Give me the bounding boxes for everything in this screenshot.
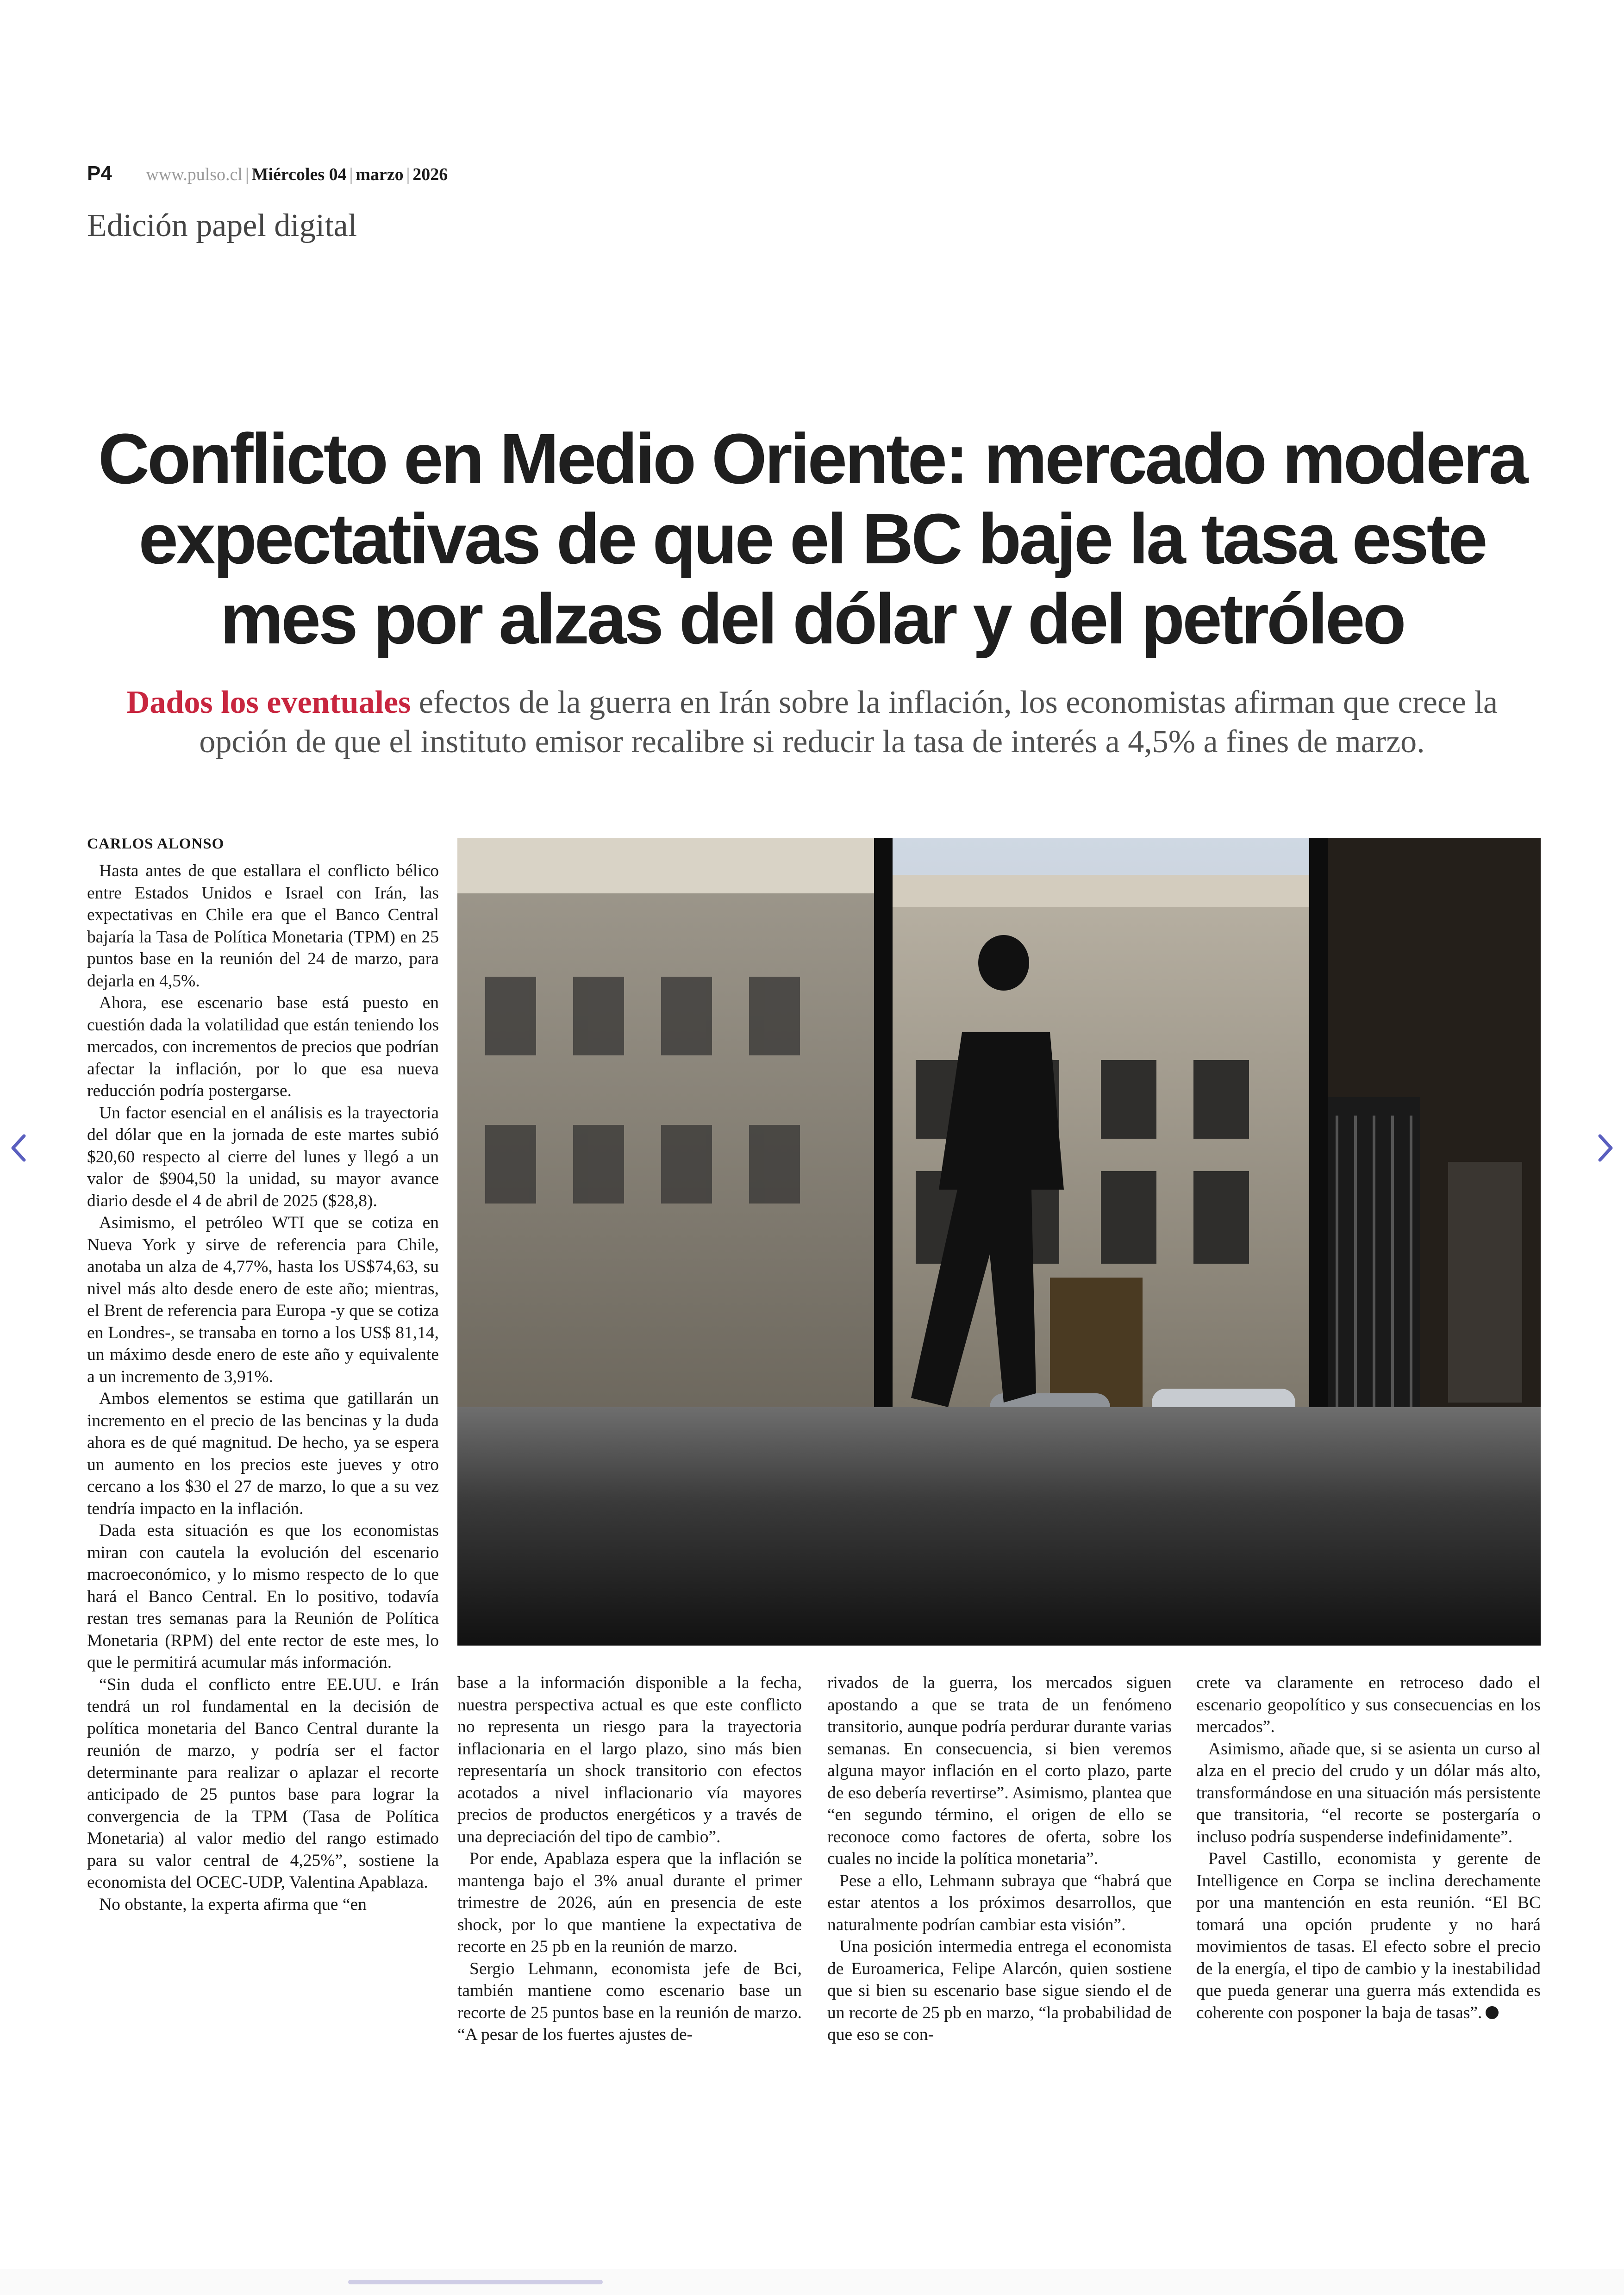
article-column-4 — [1196, 1672, 1541, 2024]
chevron-left-icon — [5, 1129, 32, 1166]
body-paragraph: “Sin duda el conflicto entre EE.UU. e Irán tendrá un rol fundamental en la decisión de política monetaria del Banco Central durante la reunión de marzo, y podría ser el factor determinante para realizar o aplazar el recorte anticipado de 25 puntos base para lograr la convergencia de la TPM (Tasa de Política Monetaria) al valor medio del rango estimado para su valor central de 4,25%”, sostiene la economista del OCEC-UDP, Valentina Apablaza. — [87, 1675, 439, 1892]
body-paragraph-text: Pavel Castillo, economista y gerente de Intelligence en Corpa se inclina derechamente por una mantención en esta reunión. “El BC tomará una opción prudente y no hará movimientos de tasas. El efecto sobre el precio de la energía, el tipo de cambio y la inestabilidad que pueda generar una guerra más extendida es coherente con posponer la baja de tasas”. — [1196, 1849, 1541, 2022]
article-deck — [93, 683, 1531, 761]
bottom-bar — [0, 2269, 1624, 2295]
body-paragraph: No obstante, la experta afirma que “en — [99, 1895, 367, 1914]
body-paragraph: Ambos elementos se estima que gatillarán un incremento en el precio de las bencinas y la duda ahora es de qué magnitud. De hecho, ya se espera un aumento en los precios este jueves y otro cercano a los $30 el 27 de marzo, lo que a su vez tendría impacto en la inflación. — [87, 1389, 439, 1518]
deck-lead: Dados los eventuales — [126, 685, 411, 720]
edition-label: Edición papel digital — [87, 208, 357, 243]
issue-day: Miércoles 04 — [251, 165, 347, 184]
site-url[interactable]: www.pulso.cl — [146, 165, 243, 184]
article-column-2 — [457, 1672, 802, 2046]
next-page-button[interactable] — [1592, 1129, 1619, 1166]
body-paragraph: Una posición intermedia entrega el economista de Euroamerica, Felipe Alarcón, quien sostiene que si bien su escenario base sigue siendo el de un recorte de 25 pb en marzo, “la probabilidad de que eso se con- — [827, 1937, 1172, 2044]
body-paragraph: base a la información disponible a la fecha, nuestra perspectiva actual es que este conflicto no representa un riesgo para la trayectoria inflacionaria en el largo plazo, sino más bien representaría un shock transitorio con efectos acotados a nivel inflacionario vía mayores precios de productos energéticos y a través de una depreciación del tipo de cambio”. — [457, 1673, 802, 1846]
body-paragraph: crete va claramente en retroceso dado el escenario geopolítico y sus consecuencias en los mercados”. — [1196, 1673, 1541, 1736]
byline: CARLOS ALONSO — [87, 836, 225, 852]
deck-text: efectos de la guerra en Irán sobre la inflación, los economistas afirman que crece la opción de que el instituto emisor recalibre si reducir la tasa de interés a 4,5% a fines de marzo. — [199, 685, 1498, 760]
headline-line: Conflicto en Medio Oriente: mercado modera — [98, 419, 1526, 499]
page-number: P4 — [87, 162, 112, 185]
body-paragraph: rivados de la guerra, los mercados siguen apostando a que se trata de un fenómeno transitorio, aunque podría perdurar durante varias semanas. En consecuencia, si bien veremos alguna mayor inflación en el corto plazo, parte de eso debería revertirse”. Asimismo, plantea que “en segundo término, el origen de ello se reconoce como factores de oferta, sobre los cuales no incide la política monetaria”. — [827, 1673, 1172, 1868]
article-headline — [56, 419, 1568, 659]
body-paragraph — [1196, 1848, 1541, 2024]
body-paragraph: Asimismo, el petróleo WTI que se cotiza en Nueva York y sirve de referencia para Chile, anotaba un alza de 4,77%, hasta los US$74,63, su nivel más alto desde enero de este año; mientras, el Brent de referencia para Europa -y que se cotiza en Londres-, se transaba en torno a los US$ 81,14, un máximo desde enero de este año y equivalente a un incremento de 3,91%. — [87, 1213, 439, 1386]
page-scroll-indicator[interactable] — [348, 2280, 603, 2284]
body-paragraph: Dada esta situación es que los economistas miran con cautela la evolución del escenario macroeconómico, y lo mismo respecto de lo que hará el Banco Central. En lo positivo, todavía restan tres semanas para la Reunión de Política Monetaria (RPM) del ente rector de este mes, lo que le permitirá acumular más información. — [87, 1521, 439, 1672]
headline-line: mes por alzas del dólar y del petróleo — [220, 579, 1404, 659]
article-column-3 — [827, 1672, 1172, 2046]
body-paragraph: Pese a ello, Lehmann subraya que “habrá que estar atentos a los próximos desarrollos, que naturalmente podrían cambiar esta visión”. — [827, 1871, 1172, 1934]
prev-page-button[interactable] — [5, 1129, 32, 1166]
article-photo — [457, 838, 1541, 1646]
article-column-1 — [87, 860, 439, 1915]
issue-month: marzo — [356, 165, 404, 184]
headline-line: expectativas de que el BC baje la tasa este — [138, 499, 1486, 579]
body-paragraph: Por ende, Apablaza espera que la inflación se mantenga bajo el 3% anual durante el primer trimestre de 2026, aún en presencia de este shock, por lo que mantiene la expectativa de recorte en 25 pb en la reunión de marzo. — [457, 1849, 802, 1956]
body-paragraph: Ahora, ese escenario base está puesto en cuestión dada la volatilidad que están teniendo los mercados, con incrementos de precios que podrían afectar la inflación, por lo que esa nueva reducción podría postergarse. — [87, 993, 439, 1100]
body-paragraph: Sergio Lehmann, economista jefe de Bci, también mantiene como escenario base un recorte de 25 puntos base en la reunión de marzo. “A pesar de los fuertes ajustes de- — [457, 1959, 802, 2044]
page-header-line: P4 www.pulso.cl | Miércoles 04 | marzo | 2026 — [87, 162, 448, 185]
body-paragraph: Hasta antes de que estallara el conflicto bélico entre Estados Unidos e Israel con Irán, las expectativas en Chile era que el Banco Central bajaría la Tasa de Política Monetaria (TPM) en 25 puntos base en la reunión del 24 de marzo, para dejarla en 4,5%. — [87, 861, 439, 991]
body-paragraph: Asimismo, añade que, si se asienta un curso al alza en el precio del crudo y un dólar más alto, transformándose en una situación más persistente que transitoria, “el recorte se postergaría o incluso podría suspenderse indefinidamente”. — [1196, 1739, 1541, 1846]
body-paragraph: Un factor esencial en el análisis es la trayectoria del dólar que en la jornada de este martes subió $20,60 respecto al cierre del lunes y llegó a un valor de $904,50 la unidad, su mayor avance diario desde el 4 de abril de 2025 ($28,8). — [87, 1103, 439, 1210]
chevron-right-icon — [1592, 1129, 1619, 1166]
end-of-article-icon — [1486, 2006, 1499, 2019]
issue-year: 2026 — [412, 165, 448, 184]
